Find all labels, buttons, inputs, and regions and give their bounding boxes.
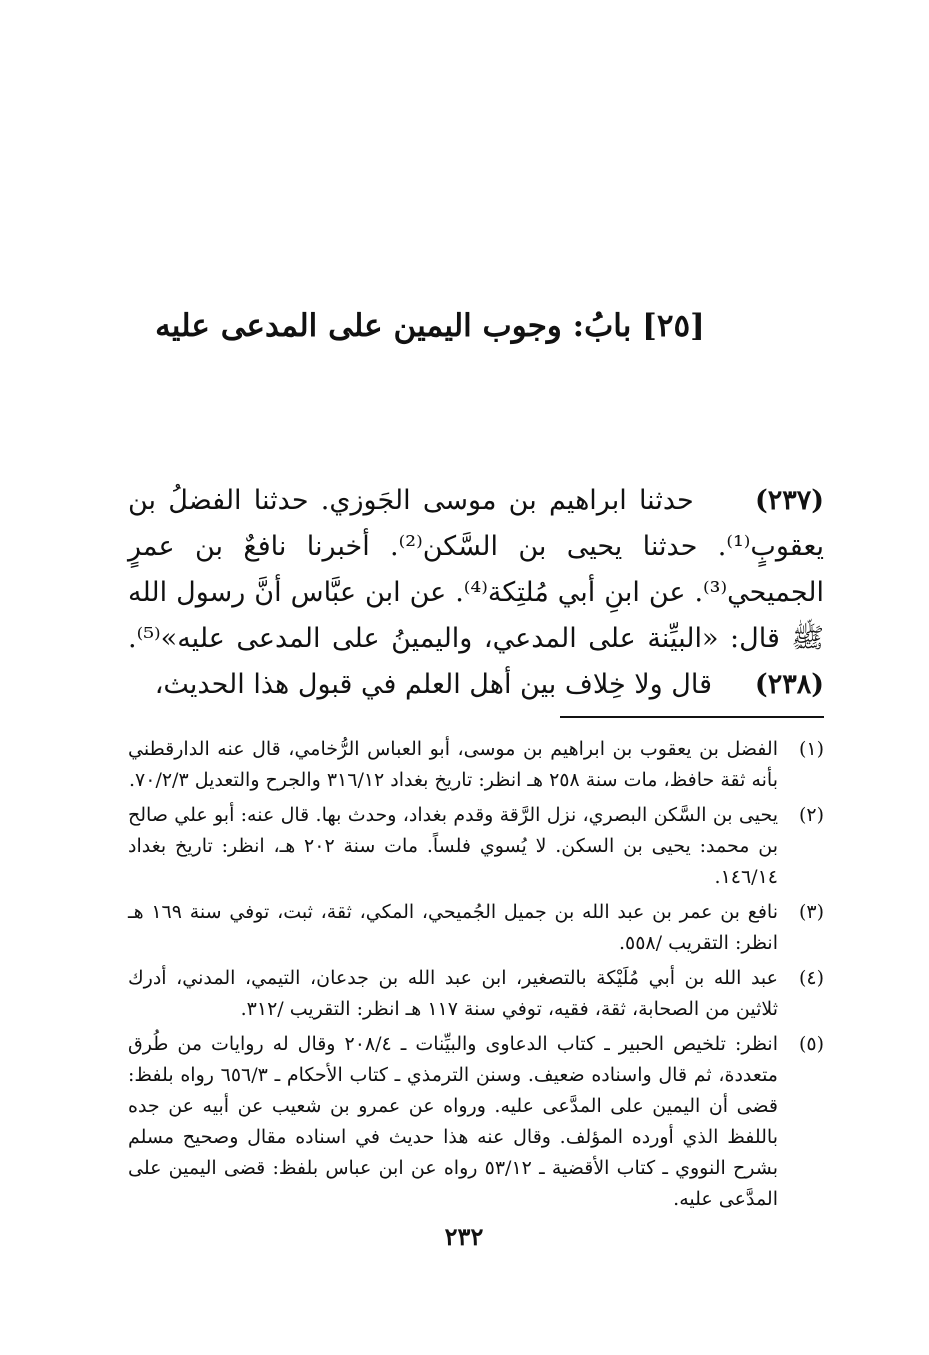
- hadith-text: حدثنا ابراهيم بن موسى الجَوزي. حدثنا الفضلُ بن يعقوبٍ⁽¹⁾. حدثنا يحيى بن السَّكن⁽²⁾. أخبرنا نافعٌ بن عمرٍ الجميحي⁽³⁾. عن ابنِ أبي مُلتِكة⁽⁴⁾. عن ابن عبَّاس أنَّ رسول الله ﷺ قال: «البيِّنة على المدعي، واليمينُ على المدعى عليه»⁽⁵⁾.: [128, 485, 824, 654]
- chapter-title: [٢٥] بابُ: وجوب اليمين على المدعى عليه: [155, 308, 705, 344]
- footnote-text: يحيى بن السَّكن البصري، نزل الرَّقة وقدم بغداد، وحدث بها. قال عنه: أبو علي صالح بن محمد: يحيى بن السكن. لا يُسوي فلساً. مات سنة ٢٠٢ هـ، انظر: تاريخ بغداد ١٤٦/١٤.: [128, 804, 778, 888]
- hadith-238: [128, 662, 824, 708]
- footnote-number: (١): [798, 738, 824, 760]
- hadith-237: [128, 478, 824, 662]
- footnote: [128, 800, 824, 893]
- footnote-text: انظر: تلخيص الحبير ـ كتاب الدعاوى والبيِّنات ـ ٢٠٨/٤ وقال له روايات من طُرق متعددة، ثم قال واسناده ضعيف. وسنن الترمذي ـ كتاب الأحكام ـ ٦٥٦/٣ رواه بلفظ: قضى أن اليمين على المدَّعى عليه. ورواه عن عمرو بن شعيب عن أبيه عن جده باللفظ الذي أورده المؤلف. وقال عنه هذا حديث في اسناده مقال وصحيح مسلم بشرح النووي ـ كتاب الأقضية ـ ٥٣/١٢ رواه عن ابن عباس بلفظ: قضى اليمين على المدَّعى عليه.: [128, 1033, 778, 1210]
- footnote-number: (٥): [798, 1033, 824, 1055]
- footnote-text: الفضل بن يعقوب بن ابراهيم بن موسى، أبو العباس الرُّخامي، قال عنه الدارقطني بأنه ثقة حافظ، مات سنة ٢٥٨ هـ انظر: تاريخ بغداد ٣١٦/١٢ والجرح والتعديل ٧٠/٢/٣.: [128, 738, 778, 791]
- footnotes: [128, 734, 824, 1219]
- hadith-text: قال ولا خِلاف بين أهل العلم في قبول هذا الحديث،: [154, 669, 712, 700]
- footnote: [128, 734, 824, 796]
- footnote-number: (٣): [798, 901, 824, 923]
- footnote: [128, 897, 824, 959]
- footnote-separator: [560, 716, 824, 718]
- footnote-text: عبد الله بن أبي مُلَيْكة بالتصغير، ابن عبد الله بن جدعان، التيمي، المدني، أدرك ثلاثين من الصحابة، ثقة، فقيه، توفي سنة ١١٧ هـ انظر: التقريب /٣١٢.: [128, 967, 778, 1020]
- hadith-number: (٢٣٧): [754, 485, 825, 516]
- hadith-number: (٢٣٨): [754, 669, 824, 700]
- footnote-text: نافع بن عمر بن عبد الله بن جميل الجُميحي، المكي، ثقة، ثبت، توفي سنة ١٦٩ هـ انظر: التقريب /٥٥٨.: [128, 901, 778, 954]
- footnote: [128, 963, 824, 1025]
- footnote-number: (٢): [798, 804, 824, 826]
- footnote: [128, 1029, 824, 1215]
- page-number: ٢٣٢: [444, 1222, 484, 1251]
- footnote-number: (٤): [798, 967, 824, 989]
